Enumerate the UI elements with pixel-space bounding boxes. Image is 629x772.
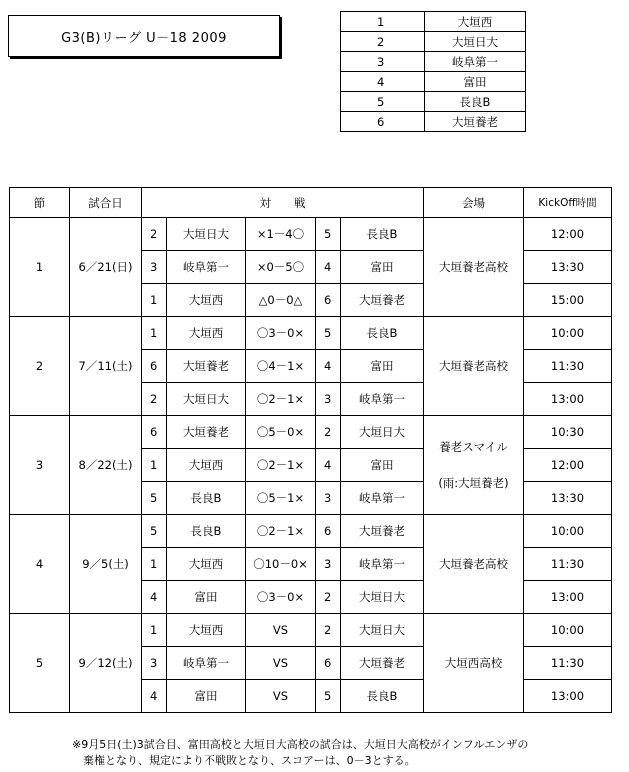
venue-name: 養老スマイル: [439, 440, 508, 454]
match-result: 〇5－1×: [246, 482, 316, 515]
away-team-number: 5: [316, 317, 341, 350]
match-result: 〇2－1×: [246, 449, 316, 482]
team-number: 1: [341, 12, 425, 32]
home-team: 大垣日大: [167, 383, 246, 416]
away-team-number: 6: [316, 647, 341, 680]
team-row: [341, 92, 526, 112]
round-section: 5: [10, 614, 70, 713]
away-team-number: 5: [316, 680, 341, 713]
kickoff-time: 15:00: [524, 284, 612, 317]
kickoff-time: 10:30: [524, 416, 612, 449]
venue: [424, 218, 524, 317]
home-team: 岐阜第一: [167, 647, 246, 680]
team-number: 2: [341, 32, 425, 52]
team-row: [341, 52, 526, 72]
home-team: 大垣養老: [167, 416, 246, 449]
team-row: [341, 32, 526, 52]
venue-name: 大垣西高校: [444, 656, 503, 670]
round-section: 3: [10, 416, 70, 515]
match-result: △0－0△: [246, 284, 316, 317]
away-team: 富田: [341, 251, 424, 284]
match-row: [10, 218, 612, 251]
away-team-number: 2: [316, 416, 341, 449]
away-team: 大垣日大: [341, 416, 424, 449]
away-team-number: 6: [316, 515, 341, 548]
away-team-number: 2: [316, 614, 341, 647]
header-venue: 会場: [424, 188, 524, 218]
team-name: 大垣日大: [425, 32, 526, 52]
team-name: 長良B: [425, 92, 526, 112]
header-section: 節: [10, 188, 70, 218]
round-date: 6／21(日): [70, 218, 142, 317]
kickoff-time: 12:00: [524, 218, 612, 251]
round-section: 2: [10, 317, 70, 416]
venue: [424, 416, 524, 515]
home-team-number: 1: [142, 548, 167, 581]
home-team-number: 1: [142, 614, 167, 647]
match-result: 〇4－1×: [246, 350, 316, 383]
away-team-number: 4: [316, 251, 341, 284]
team-row: [341, 72, 526, 92]
team-row: [341, 112, 526, 132]
home-team: 大垣西: [167, 284, 246, 317]
team-number: 6: [341, 112, 425, 132]
home-team: 大垣西: [167, 548, 246, 581]
match-result: 〇2－1×: [246, 383, 316, 416]
away-team: 大垣日大: [341, 614, 424, 647]
match-row: [10, 416, 612, 449]
kickoff-time: 11:30: [524, 350, 612, 383]
kickoff-time: 10:00: [524, 614, 612, 647]
venue-name: 大垣養老高校: [439, 260, 508, 274]
away-team-number: 4: [316, 350, 341, 383]
team-name: 富田: [425, 72, 526, 92]
match-result: 〇5－0×: [246, 416, 316, 449]
page-title: G3(B)リーグ U－18 2009: [8, 15, 280, 57]
footnote: [72, 737, 528, 769]
home-team-number: 1: [142, 449, 167, 482]
kickoff-time: 13:00: [524, 581, 612, 614]
schedule-table: [9, 187, 612, 713]
home-team: 岐阜第一: [167, 251, 246, 284]
team-row: [341, 12, 526, 32]
team-name: 大垣西: [425, 12, 526, 32]
round-date: 8／22(土): [70, 416, 142, 515]
kickoff-time: 10:00: [524, 317, 612, 350]
away-team: 岐阜第一: [341, 548, 424, 581]
away-team: 富田: [341, 449, 424, 482]
home-team-number: 5: [142, 515, 167, 548]
match-row: [10, 614, 612, 647]
away-team: 岐阜第一: [341, 482, 424, 515]
team-number: 4: [341, 72, 425, 92]
round-date: 7／11(土): [70, 317, 142, 416]
footnote-line: 棄権となり、規定により不戦敗となり、スコアーは、0－3とする。: [72, 754, 416, 767]
home-team: 長良B: [167, 515, 246, 548]
team-name: 岐阜第一: [425, 52, 526, 72]
home-team: 大垣西: [167, 317, 246, 350]
home-team-number: 6: [142, 350, 167, 383]
schedule-header-row: [10, 188, 612, 218]
kickoff-time: 13:00: [524, 383, 612, 416]
home-team-number: 3: [142, 647, 167, 680]
team-number: 3: [341, 52, 425, 72]
away-team-number: 6: [316, 284, 341, 317]
team-number: 5: [341, 92, 425, 112]
match-result: ×1－4〇: [246, 218, 316, 251]
away-team: 富田: [341, 350, 424, 383]
home-team: 富田: [167, 581, 246, 614]
header-match: 対 戦: [142, 188, 424, 218]
venue: [424, 614, 524, 713]
away-team: 長良B: [341, 218, 424, 251]
match-result: 〇10－0×: [246, 548, 316, 581]
home-team-number: 6: [142, 416, 167, 449]
away-team-number: 3: [316, 383, 341, 416]
home-team: 大垣養老: [167, 350, 246, 383]
match-row: [10, 317, 612, 350]
match-result: 〇3－0×: [246, 317, 316, 350]
home-team-number: 2: [142, 218, 167, 251]
header-date: 試合日: [70, 188, 142, 218]
venue-name: 大垣養老高校: [439, 557, 508, 571]
kickoff-time: 11:30: [524, 548, 612, 581]
match-row: [10, 515, 612, 548]
team-list: [340, 11, 526, 132]
away-team-number: 3: [316, 482, 341, 515]
match-result: VS: [246, 614, 316, 647]
home-team-number: 1: [142, 284, 167, 317]
kickoff-time: 13:30: [524, 482, 612, 515]
header-kickoff: KickOff時間: [524, 188, 612, 218]
team-name: 大垣養老: [425, 112, 526, 132]
away-team: 岐阜第一: [341, 383, 424, 416]
home-team-number: 1: [142, 317, 167, 350]
away-team-number: 4: [316, 449, 341, 482]
away-team: 大垣日大: [341, 581, 424, 614]
home-team: 大垣西: [167, 614, 246, 647]
kickoff-time: 10:00: [524, 515, 612, 548]
match-result: VS: [246, 647, 316, 680]
match-result: 〇2－1×: [246, 515, 316, 548]
venue: [424, 317, 524, 416]
home-team: 大垣西: [167, 449, 246, 482]
venue: [424, 515, 524, 614]
home-team-number: 4: [142, 680, 167, 713]
kickoff-time: 12:00: [524, 449, 612, 482]
kickoff-time: 13:00: [524, 680, 612, 713]
round-section: 4: [10, 515, 70, 614]
footnote-line: ※9月5日(土)3試合目、富田高校と大垣日大高校の試合は、大垣日大高校がインフルエンザの: [72, 738, 529, 751]
match-result: 〇3－0×: [246, 581, 316, 614]
away-team: 大垣養老: [341, 515, 424, 548]
home-team-number: 2: [142, 383, 167, 416]
home-team-number: 3: [142, 251, 167, 284]
kickoff-time: 13:30: [524, 251, 612, 284]
home-team: 富田: [167, 680, 246, 713]
away-team: 大垣養老: [341, 284, 424, 317]
away-team-number: 2: [316, 581, 341, 614]
away-team: 大垣養老: [341, 647, 424, 680]
away-team: 長良B: [341, 680, 424, 713]
kickoff-time: 11:30: [524, 647, 612, 680]
home-team: 大垣日大: [167, 218, 246, 251]
match-result: VS: [246, 680, 316, 713]
round-date: 9／5(土): [70, 515, 142, 614]
round-date: 9／12(土): [70, 614, 142, 713]
venue-name: 大垣養老高校: [439, 359, 508, 373]
round-section: 1: [10, 218, 70, 317]
away-team: 長良B: [341, 317, 424, 350]
away-team-number: 5: [316, 218, 341, 251]
home-team-number: 4: [142, 581, 167, 614]
home-team-number: 5: [142, 482, 167, 515]
venue-note: (雨:大垣養老): [438, 476, 509, 490]
match-result: ×0－5〇: [246, 251, 316, 284]
away-team-number: 3: [316, 548, 341, 581]
home-team: 長良B: [167, 482, 246, 515]
